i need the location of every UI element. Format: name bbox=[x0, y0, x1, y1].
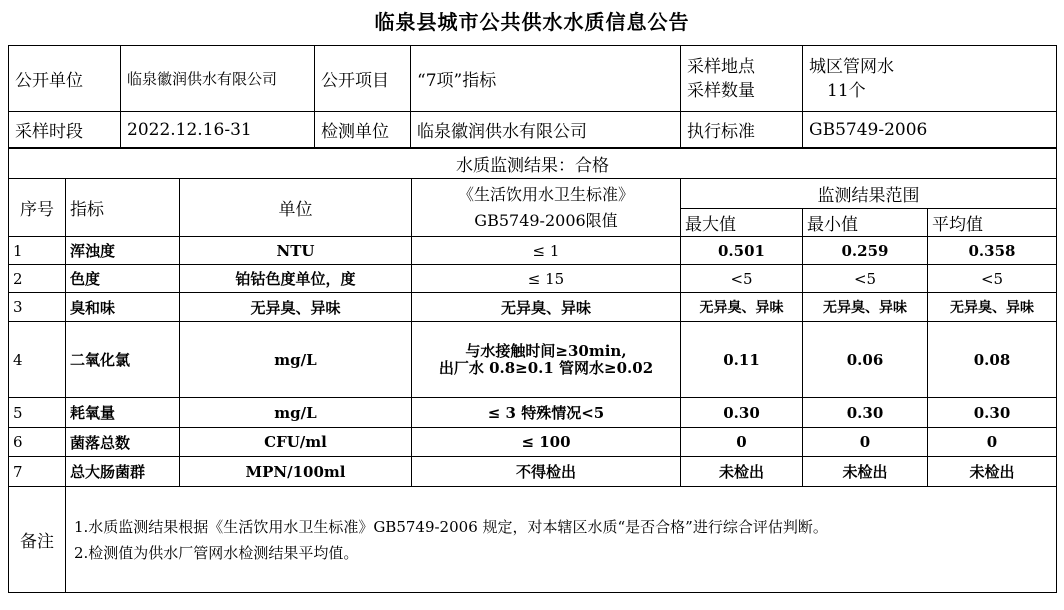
row-indicator: 臭和味 bbox=[66, 293, 180, 322]
row-avg: 未检出 bbox=[928, 457, 1057, 487]
row-min: 未检出 bbox=[803, 457, 928, 487]
row-unit: 铂钴色度单位，度 bbox=[180, 265, 412, 293]
info-header-table bbox=[8, 45, 1057, 148]
results-table bbox=[8, 148, 1057, 593]
row-max: 0.30 bbox=[681, 398, 803, 428]
col-header-min: 最小值 bbox=[803, 209, 928, 237]
publish-unit-value: 临泉徽润供水有限公司 bbox=[121, 46, 315, 112]
row-limit: ≤ 3 特殊情况<5 bbox=[412, 398, 681, 428]
row-avg: 无异臭、异味 bbox=[928, 293, 1057, 322]
notes-label: 备注 bbox=[9, 487, 66, 593]
table-row bbox=[9, 265, 1057, 293]
row-min: <5 bbox=[803, 265, 928, 293]
row-indicator: 色度 bbox=[66, 265, 180, 293]
col-header-limit-line2: GB5749-2006限值 bbox=[474, 210, 618, 230]
result-banner: 水质监测结果：合格 bbox=[9, 149, 1057, 179]
col-header-avg: 平均值 bbox=[928, 209, 1057, 237]
testing-unit-value: 临泉徽润供水有限公司 bbox=[411, 112, 681, 148]
row-avg: 0.08 bbox=[928, 322, 1057, 398]
row-min: 0 bbox=[803, 428, 928, 457]
col-header-seq: 序号 bbox=[9, 179, 66, 237]
table-row bbox=[9, 398, 1057, 428]
row-unit: 无异臭、异味 bbox=[180, 293, 412, 322]
col-header-max: 最大值 bbox=[681, 209, 803, 237]
row-max: 0 bbox=[681, 428, 803, 457]
row-seq: 3 bbox=[9, 293, 66, 322]
sample-count-value: 11个 bbox=[827, 80, 866, 101]
table-row bbox=[9, 322, 1057, 398]
row-max: 无异臭、异味 bbox=[681, 293, 803, 322]
row-seq: 6 bbox=[9, 428, 66, 457]
col-header-unit: 单位 bbox=[180, 179, 412, 237]
row-max: 0.501 bbox=[681, 237, 803, 265]
page-title: 临泉县城市公共供水水质信息公告 bbox=[374, 10, 690, 34]
row-indicator: 总大肠菌群 bbox=[66, 457, 180, 487]
sampling-site-value: 城区管网水 bbox=[809, 56, 894, 77]
label-publish-unit: 公开单位 bbox=[9, 46, 121, 112]
label-sampling-site: 采样地点 bbox=[687, 56, 755, 77]
row-unit: mg/L bbox=[180, 322, 412, 398]
row-seq: 1 bbox=[9, 237, 66, 265]
row-unit: NTU bbox=[180, 237, 412, 265]
table-row bbox=[9, 237, 1057, 265]
row-indicator: 菌落总数 bbox=[66, 428, 180, 457]
row-limit-line2: 出厂水 0.8≥0.1 管网水≥0.02 bbox=[438, 358, 654, 377]
label-sample-count: 采样数量 bbox=[687, 80, 755, 101]
row-seq: 4 bbox=[9, 322, 66, 398]
row-min: 0.259 bbox=[803, 237, 928, 265]
row-limit: ≤ 100 bbox=[412, 428, 681, 457]
note-item-1: 1.水质监测结果根据《生活饮用水卫生标准》GB5749-2006 规定，对本辖区水质“是否合格”进行综合评估判断。 bbox=[74, 517, 828, 536]
row-limit: ≤ 1 bbox=[412, 237, 681, 265]
row-seq: 7 bbox=[9, 457, 66, 487]
row-indicator: 浑浊度 bbox=[66, 237, 180, 265]
col-header-limit-line1: 《生活饮用水卫生标准》 bbox=[457, 184, 634, 204]
row-avg: 0 bbox=[928, 428, 1057, 457]
row-unit: mg/L bbox=[180, 398, 412, 428]
table-row bbox=[9, 428, 1057, 457]
row-max: <5 bbox=[681, 265, 803, 293]
table-row bbox=[9, 293, 1057, 322]
row-max: 0.11 bbox=[681, 322, 803, 398]
label-publish-project: 公开项目 bbox=[315, 46, 411, 112]
row-indicator: 二氧化氯 bbox=[66, 322, 180, 398]
row-limit: 无异臭、异味 bbox=[412, 293, 681, 322]
label-testing-unit: 检测单位 bbox=[315, 112, 411, 148]
row-indicator: 耗氧量 bbox=[66, 398, 180, 428]
row-unit: MPN/100ml bbox=[180, 457, 412, 487]
row-min: 0.30 bbox=[803, 398, 928, 428]
col-header-indicator: 指标 bbox=[66, 179, 180, 237]
row-seq: 2 bbox=[9, 265, 66, 293]
row-avg: <5 bbox=[928, 265, 1057, 293]
row-max: 未检出 bbox=[681, 457, 803, 487]
col-header-range: 监测结果范围 bbox=[681, 179, 1057, 209]
row-limit: 不得检出 bbox=[412, 457, 681, 487]
row-avg: 0.30 bbox=[928, 398, 1057, 428]
table-row bbox=[9, 457, 1057, 487]
row-seq: 5 bbox=[9, 398, 66, 428]
row-min: 0.06 bbox=[803, 322, 928, 398]
row-limit-line1: 与水接触时间≥30min, bbox=[465, 341, 627, 360]
label-standard: 执行标准 bbox=[681, 112, 803, 148]
row-min: 无异臭、异味 bbox=[803, 293, 928, 322]
note-item-2: 2.检测值为供水厂管网水检测结果平均值。 bbox=[74, 543, 359, 562]
row-limit: ≤ 15 bbox=[412, 265, 681, 293]
row-avg: 0.358 bbox=[928, 237, 1057, 265]
publish-project-value: “7项”指标 bbox=[411, 46, 681, 112]
label-sampling-period: 采样时段 bbox=[9, 112, 121, 148]
sampling-period-value: 2022.12.16-31 bbox=[121, 112, 315, 148]
standard-value: GB5749-2006 bbox=[803, 112, 1057, 148]
row-unit: CFU/ml bbox=[180, 428, 412, 457]
